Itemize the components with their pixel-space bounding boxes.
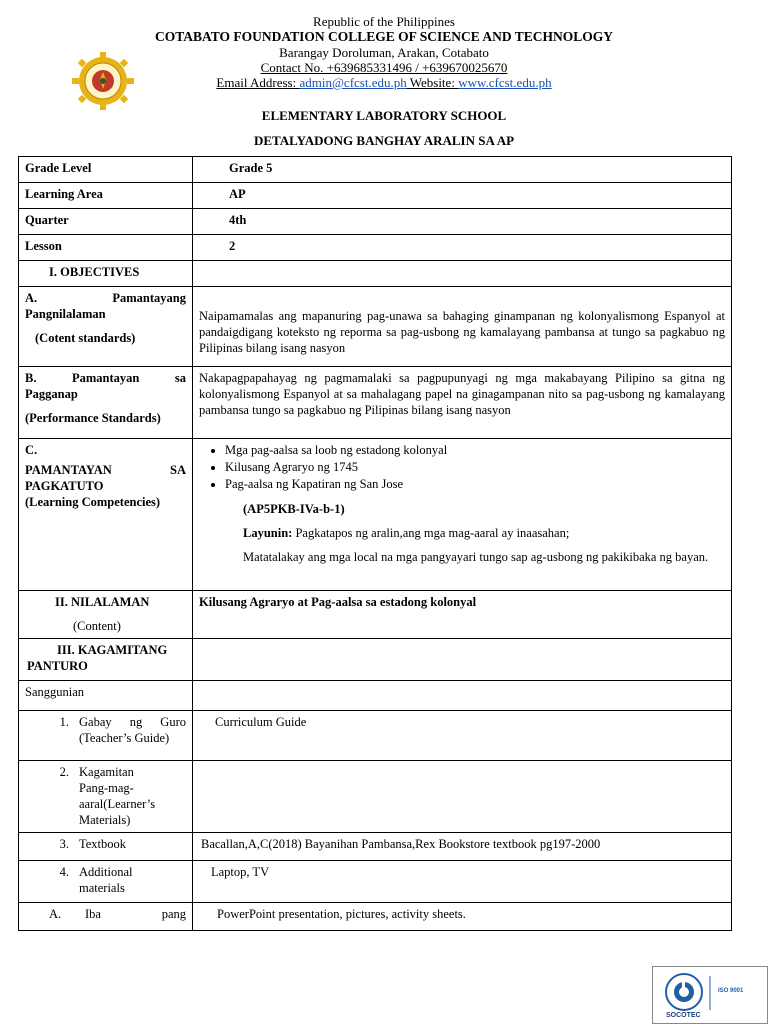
competencies-label (19, 439, 193, 591)
content-label (19, 591, 193, 639)
table-row-competencies (19, 439, 732, 591)
performance-standards-title-2: Pagganap (25, 387, 78, 401)
table-row-performance-standards (19, 367, 732, 439)
performance-standards-label (19, 367, 193, 439)
list-item: • Kilusang Agraryo ng 1745 (225, 459, 725, 476)
layunin-text: Pagkatapos ng aralin,ang mga mag-aaral ay inaasahan; (292, 526, 570, 540)
table-row-materials (19, 639, 732, 681)
textbook-value: Bacallan,A,C(2018) Bayanihan Pambansa,Rex Bookstore textbook pg197-2000 (193, 833, 732, 861)
learners-materials-value (193, 761, 732, 833)
content-standards-value: Naipamamalas ang mapanuring pag-unawa sa bahaging ginampanan ng kolonyalismong Espanyol at pandaigdigang koteksto ng reporma sa pag-usbong ng kamalayang pambansa at tungo sa pagkabuo ng Pilipinas bilang isang nasyon (193, 287, 732, 367)
grade-level-label: Grade Level (19, 157, 193, 183)
additional-value: Laptop, TV (193, 861, 732, 903)
badge-org-text: SOCOTEC (666, 1012, 701, 1019)
additional-label: 4. Additional materials (19, 861, 193, 903)
school-title: ELEMENTARY LABORATORY SCHOOL (261, 108, 507, 123)
textbook-label: 3. Textbook (19, 833, 193, 861)
layunin-line (243, 525, 725, 541)
competency-code: (AP5PKB-IVa-b-1) (243, 502, 345, 516)
table-row-lesson (19, 235, 732, 261)
competencies-letter: C. (25, 443, 38, 457)
other-materials-value: PowerPoint presentation, pictures, activity sheets. (193, 903, 732, 931)
college-name: COTABATO FOUNDATION COLLEGE OF SCIENCE AND TECHNOLOGY (154, 29, 614, 44)
email-label: Email Address: (216, 75, 300, 90)
quarter-value: 4th (193, 209, 732, 235)
teachers-guide-label: 1. Gabay ng Guro (Teacher’s Guide) (19, 711, 193, 761)
competencies-value (193, 439, 732, 591)
republic-line: Republic of the Philippines (313, 14, 455, 29)
learning-area-label: Learning Area (19, 183, 193, 209)
performance-standards-sub: (Performance Standards) (25, 411, 161, 425)
performance-standards-title: B. Pamantayan sa (25, 371, 186, 385)
other-materials-label: A. Iba pang (19, 903, 193, 931)
table-row-textbook (19, 833, 732, 861)
teachers-guide-value: Curriculum Guide (193, 711, 732, 761)
content-heading: II. NILALAMAN (55, 595, 150, 609)
list-item: • Pag-aalsa ng Kapatiran ng San Jose (225, 476, 725, 493)
table-row-learners-materials (19, 761, 732, 833)
content-value: Kilusang Agraryo at Pag-aalsa sa estadong kolonyal (193, 591, 732, 639)
college-address: Barangay Doroluman, Arakan, Cotabato (279, 45, 489, 60)
table-row-references (19, 681, 732, 711)
list-item: • Mga pag-aalsa sa loob ng estadong kolonyal (225, 442, 725, 459)
website-link[interactable]: www.cfcst.edu.ph (458, 75, 552, 90)
website-label: Website: (406, 75, 459, 90)
competency-list (199, 442, 725, 493)
layunin-label: Layunin: (243, 526, 293, 540)
content-standards-label (19, 287, 193, 367)
plan-title: DETALYADONG BANGHAY ARALIN SA AP (253, 133, 515, 148)
college-seal-icon (66, 51, 140, 111)
table-row-other-materials (19, 903, 732, 931)
objectives-heading: I. OBJECTIVES (19, 261, 193, 287)
competencies-sub: (Learning Competencies) (25, 495, 161, 509)
performance-standards-value: Nakapagpapahayag ng pagmamalaki sa pagpupunyagi ng mga makabayang Pilipino sa gitna ng kolonyalismong Espanyol at sa mahalagang papel na ginagampanan nito sa pag-usbong ng kamalayang pambansa tungo sa pagkabuo ng Pilipinas bilang isang nasyon (193, 367, 732, 439)
materials-heading: III. KAGAMITANG PANTURO (19, 639, 193, 681)
socotec-iso-badge (652, 966, 768, 1024)
contact-line: Contact No. +639685331496 / +639670025670 (260, 60, 508, 75)
email-link[interactable]: admin@cfcst.edu.ph (299, 75, 407, 90)
materials-empty-cell (193, 639, 732, 681)
content-standards-title: A. Pamantayang (25, 291, 186, 305)
content-standards-sub: (Cotent standards) (35, 331, 136, 345)
badge-iso-text: ISO 9001 (718, 988, 744, 994)
table-row-quarter (19, 209, 732, 235)
table-row-additional (19, 861, 732, 903)
lesson-label: Lesson (19, 235, 193, 261)
learning-area-value: AP (193, 183, 732, 209)
learners-materials-label: 2. Kagamitan Pang-mag-aaral(Learner’s Materials) (19, 761, 193, 833)
references-empty-cell (193, 681, 732, 711)
competencies-title: PAMANTAYAN SA (25, 463, 186, 477)
table-row-objectives (19, 261, 732, 287)
grade-level-value: Grade 5 (193, 157, 732, 183)
table-row-content (19, 591, 732, 639)
quarter-label: Quarter (19, 209, 193, 235)
table-row-grade-level (19, 157, 732, 183)
content-sub: (Content) (73, 619, 121, 633)
objectives-empty-cell (193, 261, 732, 287)
content-standards-title-2: Pangnilalaman (25, 307, 106, 321)
references-label: Sanggunian (19, 681, 193, 711)
table-row-teachers-guide (19, 711, 732, 761)
lesson-objective: Matatalakay ang mga local na mga pangyayari tungo sap ag-usbong ng pakikibaka ng bayan. (243, 550, 709, 564)
lesson-plan-table (18, 156, 732, 931)
competencies-title-2: PAGKATUTO (25, 479, 104, 493)
table-row-content-standards (19, 287, 732, 367)
lesson-value: 2 (193, 235, 732, 261)
table-row-learning-area (19, 183, 732, 209)
